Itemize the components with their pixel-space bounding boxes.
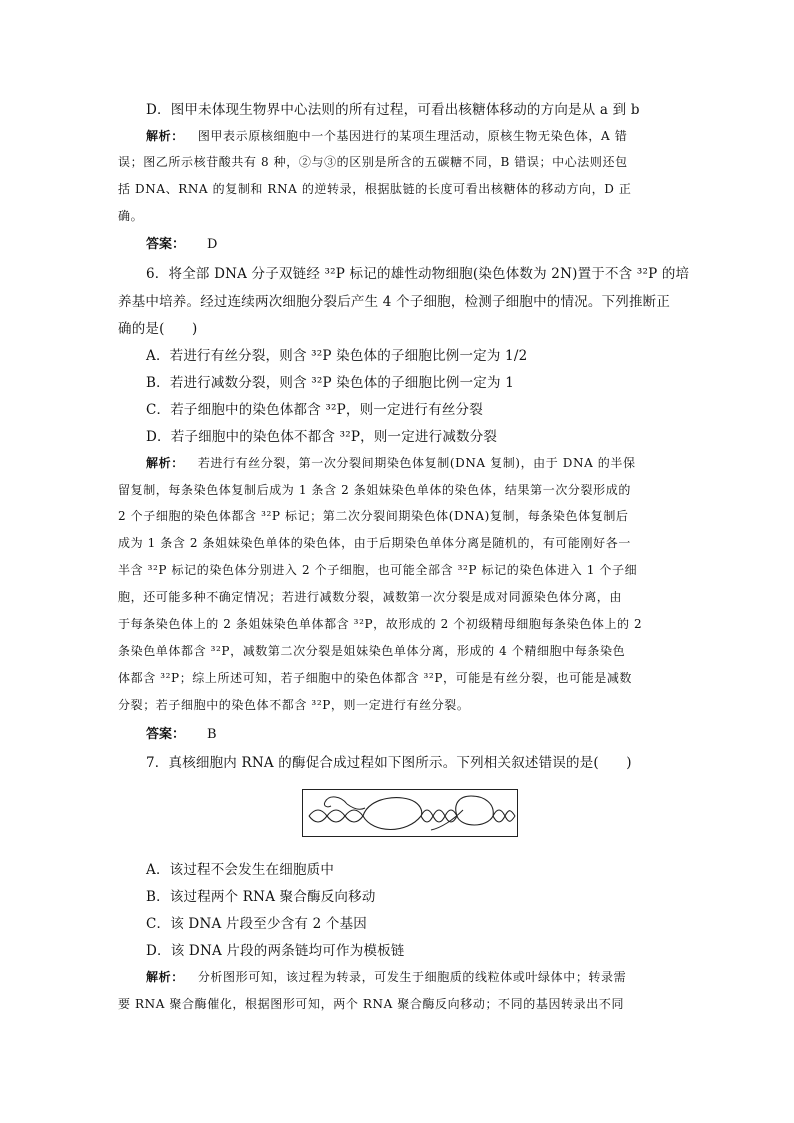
- q5-answer-label: 答案：: [146, 237, 186, 252]
- q6-answer-value: B: [207, 727, 217, 742]
- q6-explanation-line: 分裂；若子细胞中的染色体不都含 ³²P，则一定进行有丝分裂。: [118, 698, 470, 712]
- q6-option-d: D．若子细胞中的染色体不都含 ³²P，则一定进行减数分裂: [146, 429, 498, 445]
- q5-answer-value: D: [207, 237, 218, 252]
- q7-explanation-line: 解析： 分析图形可知，该过程为转录，可发生于细胞质的线粒体或叶绿体中；转录需: [146, 970, 627, 984]
- q6-explanation-line: 于每条染色体上的 2 条姐妹染色单体都含 ³²P，故形成的 2 个初级精母细胞每条染色体上的 2: [118, 617, 643, 631]
- q6-explanation-label: 解析：: [146, 456, 184, 470]
- q6-explanation-line: 胞，还可能多种不确定情况；若进行减数分裂，减数第一次分裂是成对同源染色体分离，由: [118, 590, 623, 604]
- transcription-figure: [302, 789, 518, 837]
- q7-option-c: C．该 DNA 片段至少含有 2 个基因: [146, 916, 367, 932]
- q6-explanation-line: 2 个子细胞的染色体都含 ³²P 标记；第二次分裂间期染色体(DNA)复制，每条染色体复制后: [118, 509, 629, 523]
- q6-explanation-line: 留复制，每条染色体复制后成为 1 条含 2 条姐妹染色单体的染色体，结果第一次分裂形成的: [118, 483, 631, 497]
- q5-explanation-line: 括 DNA、RNA 的复制和 RNA 的逆转录，根据肽链的长度可看出核糖体的移动方向，D 正: [118, 182, 632, 196]
- q6-stem-line: 确的是( ): [118, 321, 198, 337]
- q5-explanation-line: 误；图乙所示核苷酸共有 8 种，②与③的区别是所含的五碳糖不同，B 错误；中心法则还包: [118, 155, 628, 169]
- q6-stem-line: 6．将全部 DNA 分子双链经 ³²P 标记的雄性动物细胞(染色体数为 2N)置于不含 ³²P 的培: [146, 266, 690, 282]
- q6-answer-label: 答案：: [146, 727, 186, 742]
- q7-stem: 7．真核细胞内 RNA 的酶促合成过程如下图所示。下列相关叙述错误的是( ): [146, 755, 632, 771]
- q6-explanation-line: 体都含 ³²P；综上所述可知，若子细胞中的染色体都含 ³²P，可能是有丝分裂，也可能是减数: [118, 671, 633, 685]
- q5-option-d: D．图甲未体现生物界中心法则的所有过程，可看出核糖体移动的方向是从 a 到 b: [146, 102, 640, 118]
- q6-explanation-line: 条染色单体都含 ³²P，减数第二次分裂是姐妹染色单体分离，形成的 4 个精细胞中每条染色: [118, 644, 626, 658]
- q6-option-a: A．若进行有丝分裂，则含 ³²P 染色体的子细胞比例一定为 1/2: [146, 348, 528, 364]
- q7-option-a: A．该过程不会发生在细胞质中: [146, 862, 335, 878]
- q5-explanation-line: 解析： 图甲表示原核细胞中一个基因进行的某项生理活动，原核生物无染色体，A 错: [146, 129, 628, 143]
- q6-explanation-line: 解析： 若进行有丝分裂，第一次分裂间期染色体复制(DNA 复制)，由于 DNA 的半保: [146, 456, 636, 470]
- q6-answer: [146, 723, 217, 742]
- q6-option-b: B．若进行减数分裂，则含 ³²P 染色体的子细胞比例一定为 1: [146, 375, 514, 391]
- q6-option-c: C．若子细胞中的染色体都含 ³²P，则一定进行有丝分裂: [146, 402, 483, 418]
- q6-stem-line: 养基中培养。经过连续两次细胞分裂后产生 4 个子细胞，检测子细胞中的情况。下列推断正: [118, 294, 671, 310]
- q5-explanation-label: 解析：: [146, 129, 184, 143]
- q5-answer: [146, 233, 217, 252]
- q6-explanation-line: 成为 1 条含 2 条姐妹染色单体的染色体，由于后期染色单体分离是随机的，有可能刚好各一: [118, 536, 631, 550]
- dna-transcription-diagram: [303, 790, 519, 838]
- q7-option-b: B．该过程两个 RNA 聚合酶反向移动: [146, 889, 376, 905]
- q7-explanation-line: 要 RNA 聚合酶催化，根据图形可知，两个 RNA 聚合酶反向移动；不同的基因转录出不同: [118, 997, 625, 1011]
- q5-explanation-line: 确。: [118, 209, 144, 223]
- q6-explanation-line: 半含 ³²P 标记的染色体分别进入 2 个子细胞，也可能全部含 ³²P 标记的染色体进入 1 个子细: [118, 563, 638, 577]
- q7-option-d: D．该 DNA 片段的两条链均可作为模板链: [146, 943, 405, 959]
- q7-explanation-label: 解析：: [146, 970, 184, 984]
